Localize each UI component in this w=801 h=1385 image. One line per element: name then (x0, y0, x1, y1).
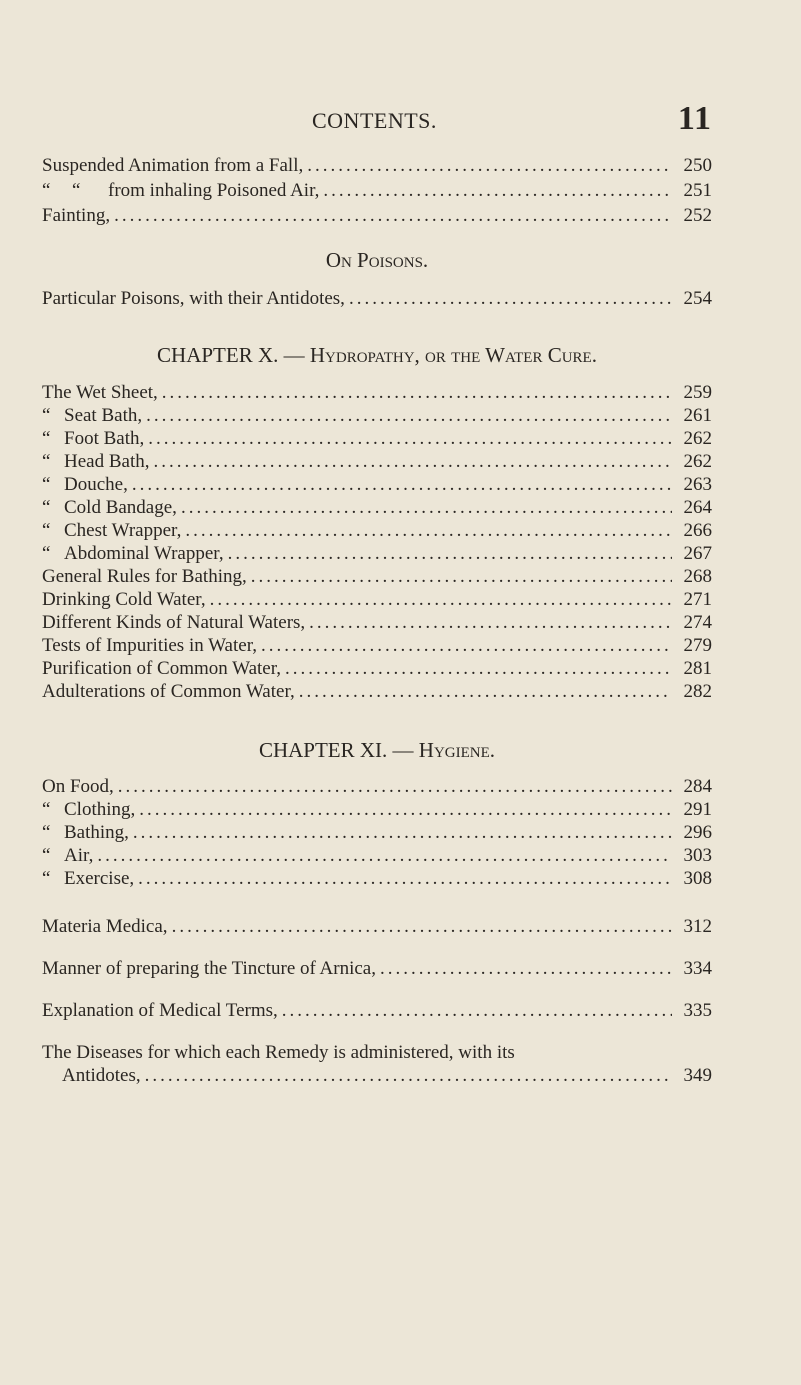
toc-entry-label: Head Bath, (64, 451, 150, 472)
toc-entry-page: 267 (683, 543, 712, 564)
toc-entry-page: 349 (683, 1065, 712, 1086)
ditto-mark: “ (42, 799, 51, 820)
toc-entry-label: Drinking Cold Water, (42, 589, 206, 610)
toc-entry (42, 589, 712, 611)
toc-entry (42, 776, 712, 798)
toc-entry-label: Purification of Common Water, (42, 658, 282, 679)
ditto-mark: “ (42, 474, 51, 495)
leader-dots (97, 845, 672, 867)
leader-dots (323, 180, 672, 202)
leader-dots (307, 155, 672, 177)
running-title: CONTENTS. (312, 108, 437, 133)
toc-entry (42, 543, 712, 565)
toc-entry-label: Bathing, (64, 822, 129, 843)
leader-dots (133, 822, 672, 844)
toc-entry (42, 612, 712, 634)
toc-entry-label: Antidotes, (62, 1065, 141, 1086)
toc-entry-page: 261 (683, 405, 712, 426)
leader-dots (299, 681, 672, 703)
toc-entry-label: Seat Bath, (64, 405, 143, 426)
toc-entry-page: 251 (683, 180, 712, 201)
chapter-number: CHAPTER X. — (157, 343, 305, 367)
leader-dots (162, 382, 672, 404)
toc-entry-page: 252 (683, 205, 712, 226)
toc-entry-page: 271 (683, 589, 712, 610)
leader-dots (114, 205, 672, 227)
toc-entry-page: 334 (683, 958, 712, 979)
ditto-mark: “ (42, 822, 51, 843)
toc-entry-page: 335 (683, 1000, 712, 1021)
toc-entry-label: Fainting, (42, 205, 111, 226)
leader-dots (118, 776, 672, 798)
toc-entry (42, 205, 712, 227)
leader-dots (251, 566, 672, 588)
toc-entry-page: 266 (683, 520, 712, 541)
toc-entry (42, 405, 712, 427)
leader-dots (349, 288, 672, 310)
toc-entry (42, 428, 712, 450)
leader-dots (261, 635, 672, 657)
chapter-title: Hygiene. (418, 738, 496, 762)
toc-entry-page: 312 (683, 916, 712, 937)
toc-entry-page: 296 (683, 822, 712, 843)
toc-entry-label: Abdominal Wrapper, (64, 543, 224, 564)
toc-entry (42, 288, 712, 310)
chapter-number: CHAPTER XI. — (258, 738, 414, 762)
leader-dots (139, 799, 672, 821)
leader-dots (146, 405, 672, 427)
leader-dots (210, 589, 672, 611)
toc-entry-page: 279 (683, 635, 712, 656)
toc-entry-page: 263 (683, 474, 712, 495)
toc-entry (42, 382, 712, 404)
toc-entry-label: Explanation of Medical Terms, (42, 1000, 278, 1021)
toc-entry-page: 303 (683, 845, 712, 866)
chapter-heading-xi (42, 738, 712, 762)
toc-entry-label: from inhaling Poisoned Air, (108, 180, 320, 201)
toc-entry (42, 497, 712, 519)
toc-entry (42, 958, 712, 980)
toc-entry-page: 284 (683, 776, 712, 797)
toc-entry-label: Different Kinds of Natural Waters, (42, 612, 306, 633)
chapter-title: Hydropathy, or the Water Cure. (309, 343, 597, 367)
leader-dots (285, 658, 672, 680)
toc-entry (42, 799, 712, 821)
toc-entry-label: General Rules for Bathing, (42, 566, 247, 587)
toc-entry (42, 155, 712, 177)
toc-entry (42, 822, 712, 844)
toc-entry-page: 274 (683, 612, 712, 633)
toc-entry-first-line: The Diseases for which each Remedy is administered, with its (42, 1042, 515, 1063)
leader-dots (138, 868, 672, 890)
toc-entry (42, 868, 712, 890)
ditto-mark: “ (72, 180, 81, 201)
leader-dots (181, 497, 672, 519)
toc-entry-label: Particular Poisons, with their Antidotes, (42, 288, 345, 309)
toc-entry-page: 282 (683, 681, 712, 702)
toc-entry-page: 262 (683, 451, 712, 472)
toc-entry (42, 845, 712, 867)
section-heading-poisons: On Poisons. (325, 248, 429, 272)
toc-entry-page: 291 (683, 799, 712, 820)
toc-entry-page: 281 (683, 658, 712, 679)
leader-dots (172, 916, 672, 938)
toc-entry (42, 658, 712, 680)
toc-entry-label: Tests of Impurities in Water, (42, 635, 258, 656)
toc-entry (42, 474, 712, 496)
toc-entry-page: 262 (683, 428, 712, 449)
ditto-mark: “ (42, 497, 51, 518)
toc-entry (42, 566, 712, 588)
leader-dots (185, 520, 672, 542)
chapter-heading-x (42, 343, 712, 367)
running-head (42, 100, 712, 136)
ditto-mark: “ (42, 845, 51, 866)
ditto-mark: “ (42, 868, 51, 889)
ditto-mark: “ (42, 543, 51, 564)
toc-entry-label: Chest Wrapper, (64, 520, 182, 541)
ditto-mark: “ (42, 428, 51, 449)
toc-entry-page: 250 (683, 155, 712, 176)
toc-entry-page: 259 (683, 382, 712, 403)
ditto-mark: “ (42, 405, 51, 426)
toc-entry (42, 451, 712, 473)
leader-dots (145, 1065, 672, 1087)
toc-entry-label: Manner of preparing the Tincture of Arnica, (42, 958, 376, 979)
toc-entry-label: Adulterations of Common Water, (42, 681, 295, 702)
ditto-mark: “ (42, 451, 51, 472)
toc-entry-label: Clothing, (64, 799, 136, 820)
toc-entry-label: Air, (64, 845, 94, 866)
leader-dots (228, 543, 672, 565)
leader-dots (153, 451, 672, 473)
ditto-mark: “ (42, 520, 51, 541)
toc-entry-page: 264 (683, 497, 712, 518)
toc-entry-label: Cold Bandage, (64, 497, 177, 518)
ditto-mark: “ (42, 180, 51, 201)
leader-dots (380, 958, 672, 980)
toc-entry-label: On Food, (42, 776, 114, 797)
toc-entry (42, 916, 712, 938)
toc-entry-page: 254 (683, 288, 712, 309)
toc-entry-label: Exercise, (64, 868, 135, 889)
toc-entry (42, 1000, 712, 1022)
toc-entry-label: Douche, (64, 474, 128, 495)
toc-entry-page: 308 (683, 868, 712, 889)
toc-entry-label: Suspended Animation from a Fall, (42, 155, 304, 176)
toc-entry-label: Materia Medica, (42, 916, 168, 937)
leader-dots (309, 612, 672, 634)
toc-entry-label: The Wet Sheet, (42, 382, 158, 403)
page-number: 11 (677, 100, 712, 137)
toc-entry (42, 520, 712, 542)
leader-dots (282, 1000, 672, 1022)
toc-entry (42, 180, 712, 202)
toc-entry-label: Foot Bath, (64, 428, 145, 449)
leader-dots (148, 428, 672, 450)
toc-entry (42, 1065, 712, 1087)
toc-entry-page: 268 (683, 566, 712, 587)
leader-dots (132, 474, 672, 496)
toc-entry (42, 681, 712, 703)
toc-entry (42, 635, 712, 657)
